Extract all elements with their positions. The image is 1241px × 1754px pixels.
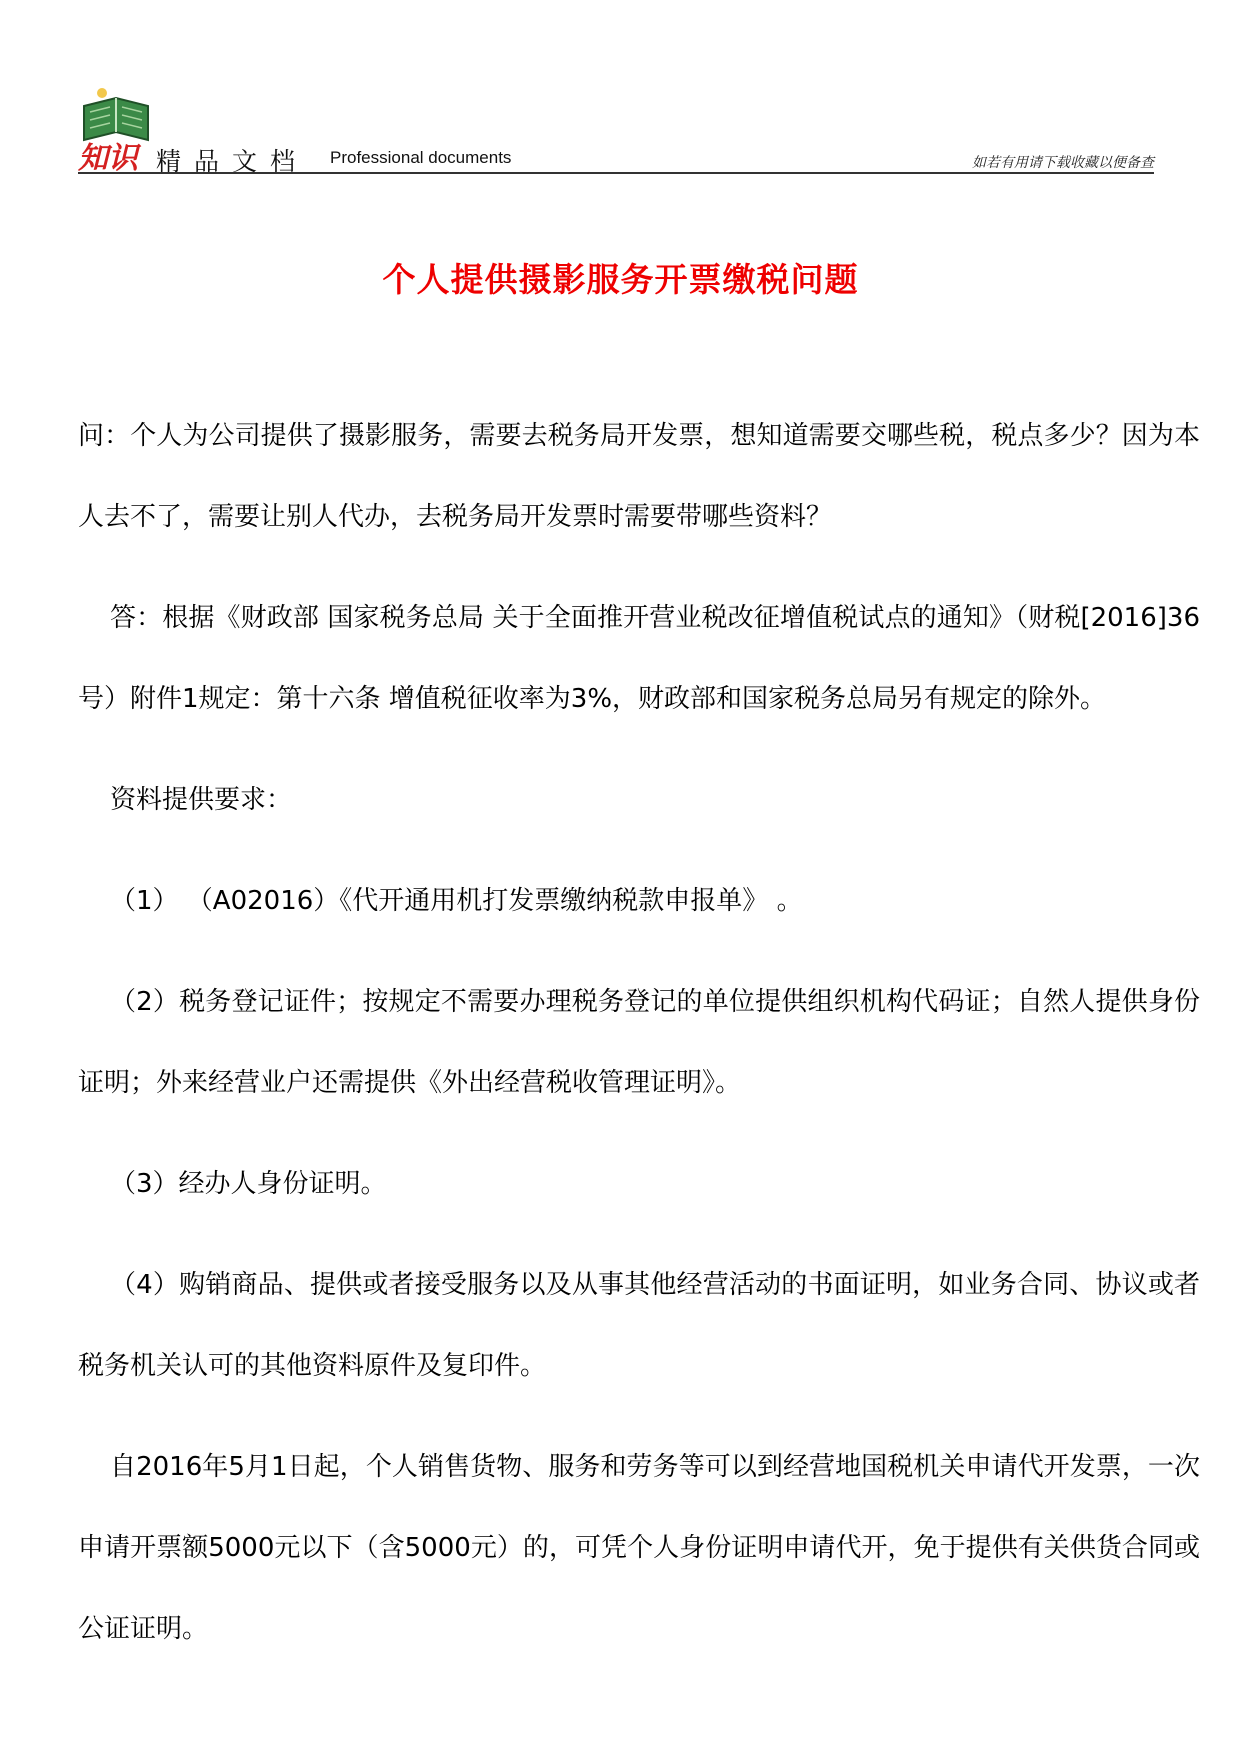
document-title: 个人提供摄影服务开票缴税问题 [382,260,859,299]
header-divider [78,172,1154,174]
book-logo-icon [78,84,156,176]
question-paragraph: 问：个人为公司提供了摄影服务，需要去税务局开发票，想知道需要交哪些税，税点多少？因为本人去不了，需要让别人代办，去税务局开发票时需要带哪些资料？ [78,421,1200,532]
requirement-item-1: （1） （A02016）《代开通用机打发票缴纳税款申报单》 。 [110,886,803,916]
policy-paragraph: 自2016年5月1日起，个人销售货物、服务和劳务等可以到经营地国税机关申请代开发票，一次申请开票额5000元以下（含5000元）的，可凭个人身份证明申请代开，免于提供有关供货合同或公证证明。 [78,1452,1200,1644]
requirements-heading: 资料提供要求： [110,785,293,815]
document-header [78,84,1154,176]
requirement-item-3: （3）经办人身份证明。 [110,1169,387,1199]
header-note: 如若有用请下载收藏以便备查 [972,155,1154,171]
requirement-item-2: （2）税务登记证件；按规定不需要办理税务登记的单位提供组织机构代码证；自然人提供身份证明；外来经营业户还需提供《外出经营税收管理证明》。 [78,987,1200,1098]
answer-paragraph: 答：根据《财政部 国家税务总局 关于全面推开营业税改征增值税试点的通知》（财税[2016]36号）附件1规定：第十六条 增值税征收率为3%，财政部和国家税务总局另有规定的除外。 [78,603,1200,714]
logo-lettering: 知识 [78,141,138,176]
requirement-item-4: （4）购销商品、提供或者接受服务以及从事其他经营活动的书面证明，如业务合同、协议或者税务机关认可的其他资料原件及复印件。 [78,1270,1200,1381]
brand-subtitle: Professional documents [330,148,512,167]
document-body [78,396,1200,1690]
brand-name: 精品文档 [156,147,309,176]
